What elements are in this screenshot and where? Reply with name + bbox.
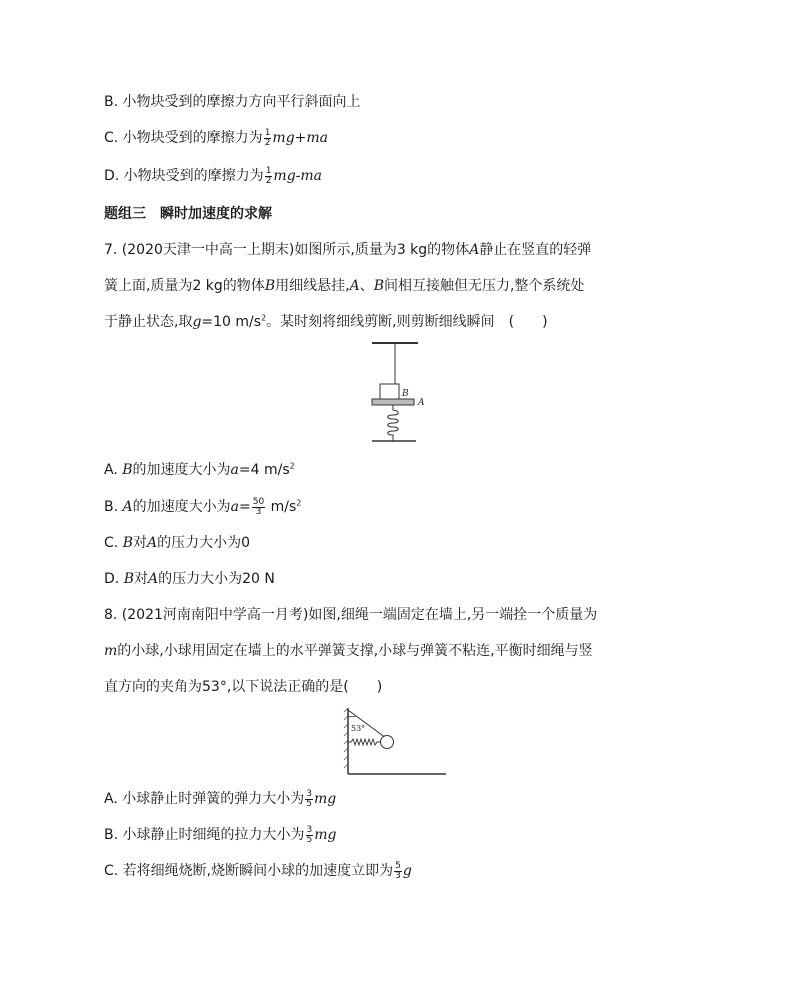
block-b [380,384,399,399]
q7-option-c: C. B对A的压力大小为0 [104,535,251,551]
q7-option-d: D. B对A的压力大小为20 N [104,571,275,587]
section-heading: 题组三 瞬时加速度的求解 [104,206,272,222]
q8-option-a: A. 小球静止时弹簧的弹力大小为 $\frac{3}{5}$ mg [104,788,337,809]
spring [348,739,380,745]
q8-option-b: B. 小球静止时细绳的拉力大小为 $\frac{3}{5}$ mg [104,824,337,845]
q7-option-a: A. B的加速度大小为a=4 $m/s^2$ [104,461,295,478]
label-a: A [418,398,425,408]
q6-option-c: C. 小物块受到的摩擦力为 $\frac{1}{2}$ mg+ma [104,127,329,148]
q8-line-1: 8. (2021河南南阳中学高一月考)如图,细绳一端固定在墙上,另一端拴一个质量为 [104,607,598,623]
q7-line-3: 于静止状态,取g=10 $m/s^2$。某时刻将细线剪断,则剪断细线瞬间 ( ) [104,313,548,330]
q8-line-2: m的小球,小球用固定在墙上的水平弹簧支撑,小球与弹簧不粘连,平衡时细绳与竖 [104,643,593,659]
platform-a [372,399,414,405]
fraction: $\frac{5}{3}$ [395,860,401,881]
fraction: $\frac{1}{2}$ [265,165,272,186]
q7-line-1: 7. (2020天津一中高一上期末)如图所示,质量为3 kg的物体A静止在竖直的轻弹 [104,242,592,258]
q7-spring-figure [360,340,450,455]
q6-option-b: B. 小物块受到的摩擦力方向平行斜面向上 [104,94,361,110]
fraction: $\frac{3}{5}$ [306,824,313,845]
q7-option-b: B. A的加速度大小为a= $\frac{50}{3}$ $m/s^2$ [104,496,302,517]
angle-arc [348,716,356,717]
q8-line-3: 直方向的夹角为53°,以下说法正确的是( ) [104,679,383,695]
angle-label: 53° [351,724,366,733]
q6-option-d: D. 小物块受到的摩擦力为 $\frac{1}{2}$ mg-ma [104,165,323,186]
fraction: $\frac{1}{2}$ [264,127,271,148]
label-b: B [402,389,409,399]
fraction: $\frac{3}{5}$ [306,788,312,809]
ball [381,736,394,749]
spring [388,405,399,441]
q8-option-c: C. 若将细绳烧断,烧断瞬间小球的加速度立即为 $\frac{5}{3}$ g [104,860,412,881]
q7-line-2: 簧上面,质量为2 kg的物体B用细线悬挂,A、B间相互接触但无压力,整个系统处 [104,278,585,294]
fraction: $\frac{50}{3}$ [252,496,265,517]
q8-ball-figure [342,706,452,778]
